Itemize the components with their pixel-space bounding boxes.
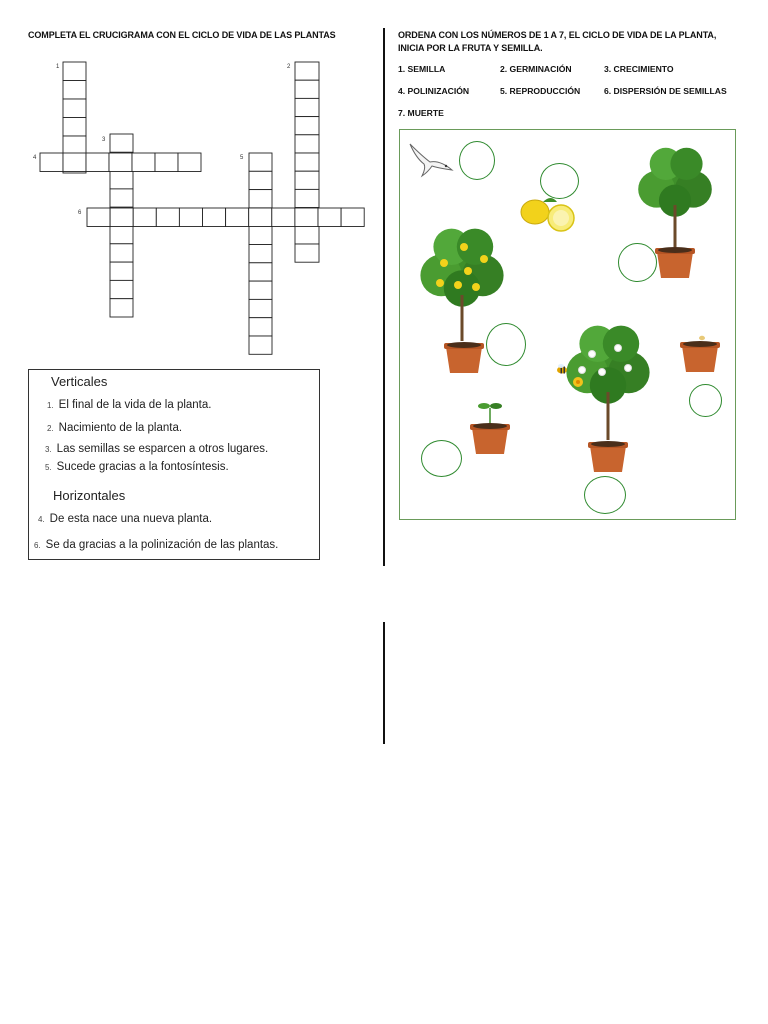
crossword-cell[interactable]	[249, 153, 272, 171]
option-polinizacion: 4. POLINIZACIÓN	[398, 86, 470, 96]
seed-pot-icon	[680, 336, 720, 372]
crossword-cell[interactable]	[110, 189, 133, 207]
crossword-cell[interactable]	[63, 153, 86, 172]
crossword-cell[interactable]	[295, 244, 319, 262]
crossword-cell[interactable]	[63, 136, 86, 155]
option-reproduccion: 5. REPRODUCCIÓN	[500, 86, 581, 96]
crossword-cell[interactable]	[272, 208, 295, 227]
order-title-line1: ORDENA CON LOS NÚMEROS DE 1 A 7, EL CICLO DE VIDA DE LA PLANTA,	[398, 30, 717, 40]
crossword-cell[interactable]	[226, 208, 249, 227]
crossword-cell[interactable]	[249, 190, 272, 208]
crossword-cell[interactable]	[110, 244, 133, 262]
answer-circle-5[interactable]	[689, 384, 722, 417]
crossword-cell[interactable]	[249, 299, 272, 317]
answer-circle-7[interactable]	[584, 476, 626, 514]
option-dispersion: 6. DISPERSIÓN DE SEMILLAS	[604, 86, 727, 96]
crossword-cell[interactable]	[133, 208, 156, 227]
crossword-cell[interactable]	[295, 62, 319, 80]
crossword-cell[interactable]	[110, 134, 133, 152]
answer-circle-6[interactable]	[421, 440, 462, 477]
column-divider-bottom	[383, 622, 385, 744]
order-title-line2: INICIA POR LA FRUTA Y SEMILLA.	[398, 43, 543, 53]
vertical-clue-3: 3. Las semillas se esparcen a otros lugares.	[45, 443, 269, 455]
crossword-cell[interactable]	[63, 81, 86, 100]
vertical-clue-5: 5. Sucede gracias a la fontosíntesis.	[45, 461, 229, 473]
crossword-cell[interactable]	[179, 208, 202, 227]
crossword-cell[interactable]	[63, 118, 86, 137]
crossword-cell[interactable]	[87, 208, 110, 227]
crossword-cell[interactable]	[156, 208, 179, 227]
crossword-cell[interactable]	[110, 262, 133, 280]
crossword-cell[interactable]	[295, 117, 319, 135]
crossword-number-3: 3	[102, 137, 106, 143]
crossword-number-6: 6	[78, 210, 82, 216]
clues-box	[28, 369, 320, 560]
crossword-cell[interactable]	[249, 208, 272, 227]
vertical-clues-heading: Verticales	[51, 374, 108, 389]
crossword-cell[interactable]	[341, 208, 364, 227]
crossword-cell[interactable]	[110, 280, 133, 298]
crossword-cell[interactable]	[295, 135, 319, 153]
crossword-cell[interactable]	[295, 208, 318, 227]
vertical-clue-2: 2. Nacimiento de la planta.	[47, 422, 183, 434]
life-cycle-picture	[399, 129, 736, 520]
option-muerte: 7. MUERTE	[398, 108, 444, 118]
crossword-cell[interactable]	[110, 208, 133, 227]
crossword-cell[interactable]	[109, 153, 132, 172]
crossword-cell[interactable]	[249, 171, 272, 189]
horizontal-clues-heading: Horizontales	[53, 488, 126, 503]
crossword-number-5: 5	[240, 155, 244, 161]
crossword-cell[interactable]	[295, 189, 319, 207]
crossword-cell[interactable]	[155, 153, 178, 172]
sprout-pot-icon	[470, 403, 510, 454]
crossword-cell[interactable]	[86, 153, 109, 172]
crossword-cell[interactable]	[249, 245, 272, 263]
bee-icon	[557, 364, 567, 374]
crossword-cell[interactable]	[63, 99, 86, 118]
answer-circle-3[interactable]	[618, 243, 657, 282]
crossword-cell[interactable]	[249, 226, 272, 244]
answer-circle-2[interactable]	[540, 163, 579, 199]
answer-circle-1[interactable]	[459, 141, 495, 180]
vertical-clue-1: 1. El final de la vida de la planta.	[47, 399, 212, 411]
crossword-cell[interactable]	[249, 336, 272, 354]
crossword-cell[interactable]	[63, 62, 86, 81]
crossword-cell[interactable]	[110, 226, 133, 244]
crossword-cell[interactable]	[295, 80, 319, 98]
crossword-cell[interactable]	[295, 226, 319, 244]
option-germinacion: 2. GERMINACIÓN	[500, 64, 572, 74]
flowering-tree-icon	[566, 326, 649, 472]
crossword-cell[interactable]	[203, 208, 226, 227]
flower-icon	[573, 377, 583, 387]
crossword-cell[interactable]	[40, 153, 63, 172]
crossword-cell[interactable]	[110, 171, 133, 189]
option-crecimiento: 3. CRECIMIENTO	[604, 64, 674, 74]
crossword-cell[interactable]	[295, 153, 319, 171]
crossword-number-2: 2	[287, 64, 291, 70]
crossword-cell[interactable]	[178, 153, 201, 172]
crossword-number-4: 4	[33, 155, 37, 161]
option-semilla: 1. SEMILLA	[398, 64, 446, 74]
crossword-cell[interactable]	[249, 281, 272, 299]
answer-circle-4[interactable]	[486, 323, 526, 366]
horizontal-clue-4: 4. De esta nace una nueva planta.	[38, 513, 213, 525]
crossword-cell[interactable]	[249, 263, 272, 281]
crossword-cell[interactable]	[295, 171, 319, 189]
crossword-cell[interactable]	[132, 153, 155, 172]
crossword-grid	[0, 0, 380, 370]
crossword-title: COMPLETA EL CRUCIGRAMA CON EL CICLO DE VIDA DE LAS PLANTAS	[28, 30, 336, 40]
crossword-cell[interactable]	[110, 299, 133, 317]
crossword-cell[interactable]	[318, 208, 341, 227]
crossword-cell[interactable]	[249, 318, 272, 336]
lemons-icon	[521, 198, 574, 231]
horizontal-clue-6: 6. Se da gracias a la polinización de las plantas.	[34, 539, 279, 551]
crossword-number-1: 1	[56, 64, 60, 70]
bird-icon	[410, 144, 452, 176]
column-divider-top	[383, 28, 385, 566]
crossword-cell[interactable]	[295, 98, 319, 116]
